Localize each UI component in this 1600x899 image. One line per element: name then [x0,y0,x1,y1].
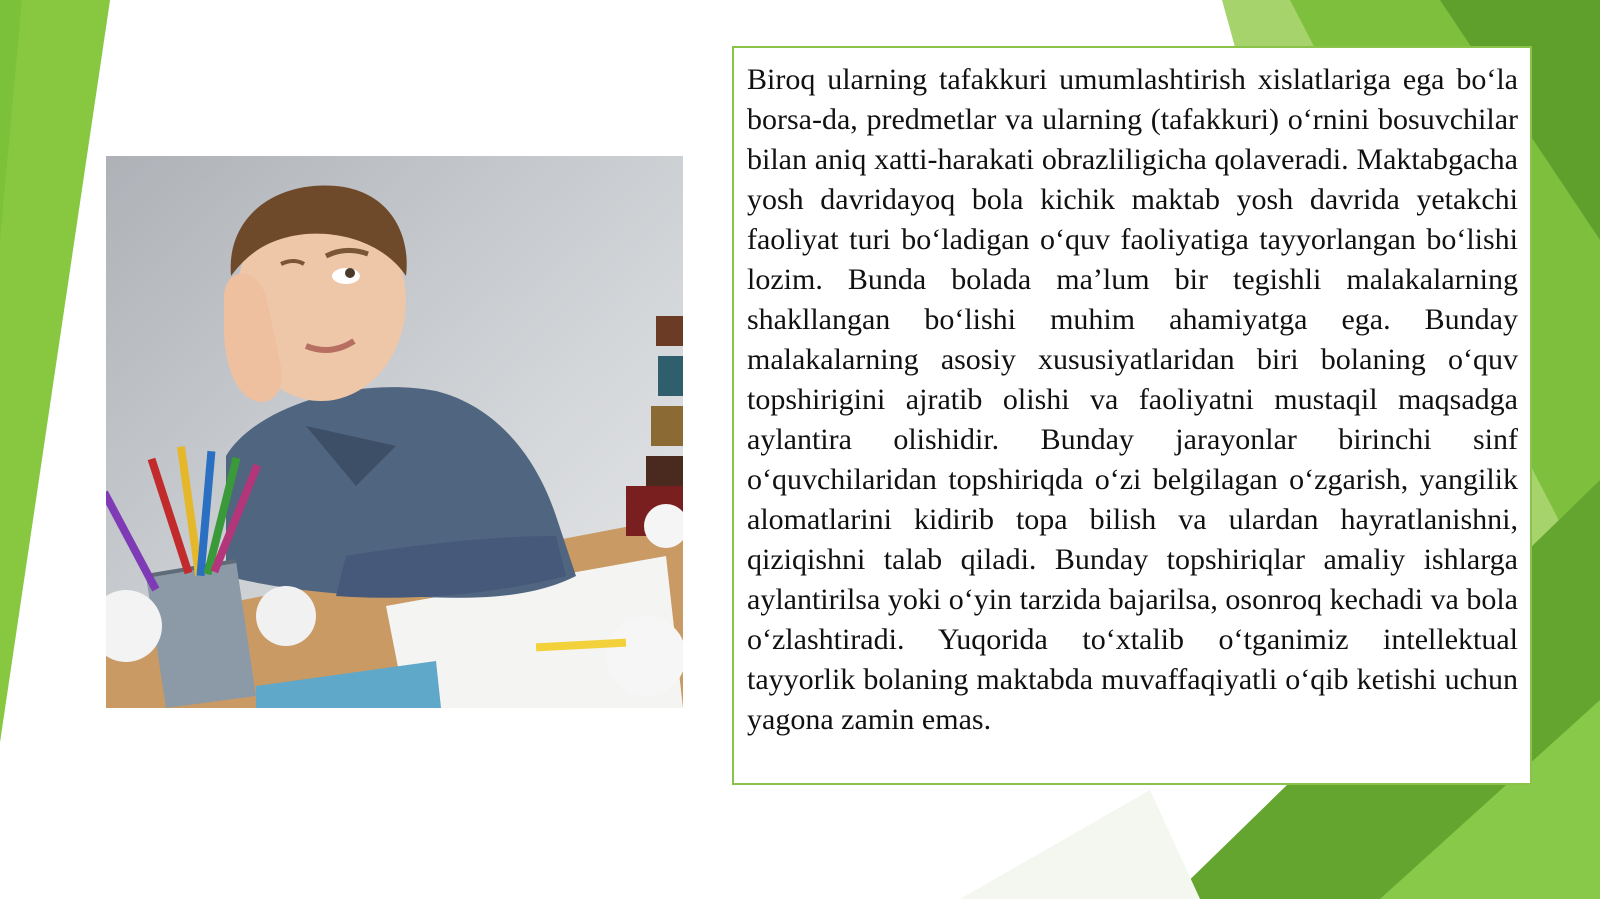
light-sheen [960,790,1200,899]
body-paragraph: Biroq ularning tafakkuri umumlashtirish xislatlariga ega bo‘la borsa-da, predmetlar va ularning (tafakkuri) o‘rnini bosuvchilar bilan aniq xatti-harakati obrazliligicha qolaveradi. Maktabgacha yosh davridayoq bola kichik maktab yosh davrida yetakchi faoliyat turi bo‘ladigan o‘quv faoliyatiga tayyorlangan bo‘lishi lozim. Bunda bolada ma’lum bir tegishli malakalarning shakllangan bo‘lishi muhim ahamiyatga ega. Bunday malakalarning asosiy xususiyatlaridan biri bolaning o‘quv topshirigini ajratib olishi va faoliyatni mustaqil maqsadga aylantira olishidir. Bunday jarayonlar birinchi sinf o‘quvchilaridan topshiriqda o‘zi belgilagan o‘zgarish, yangilik alomatlarini kidirib topa bilish va ulardan hayratlanishni, qiziqishni talab qiladi. Bunday topshiriqlar amaliy ishlarga aylantirilsa yoki o‘yin tarzida bajarilsa, osonroq kechadi va bola o‘zlashtiradi. Yuqorida to‘xtalib o‘tganimiz intellektual tayyorlik bolaning maktabda muvaffaqiyatli o‘qib ketishi uchun yagona zamin emas. [747,63,1518,736]
left-green-band-dark [0,0,110,742]
thinking-boy-photo [106,156,683,708]
body-text-box [732,46,1532,785]
photo-illustration [106,156,683,708]
